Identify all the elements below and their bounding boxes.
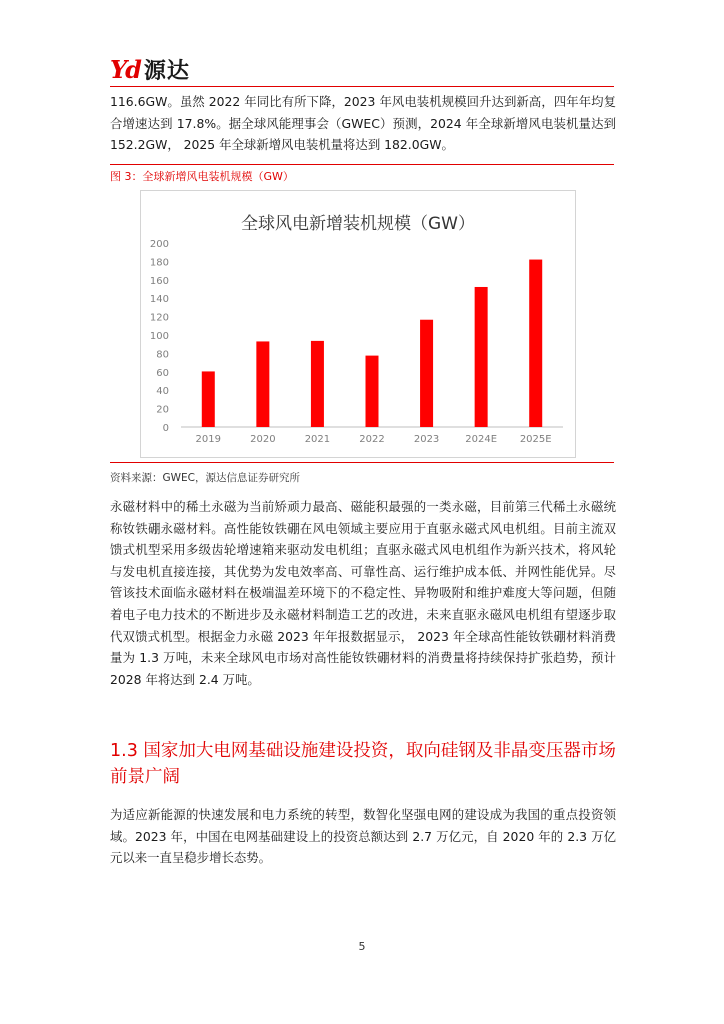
y-tick-label: 120 — [149, 312, 169, 324]
bar-2025E — [529, 260, 542, 427]
x-tick-label: 2019 — [195, 434, 222, 445]
y-tick-label: 60 — [156, 367, 169, 379]
bar-2022 — [366, 356, 379, 427]
logo-text: 源达 — [143, 58, 190, 84]
bar-2019 — [202, 371, 215, 427]
x-tick-label: 2020 — [250, 434, 276, 445]
y-tick-label: 200 — [149, 239, 169, 250]
figure-source: 资料来源：GWEC，源达信息证券研究所 — [110, 472, 300, 484]
body-paragraph: 永磁材料中的稀土永磁为当前矫顽力最高、磁能积最强的一类永磁，目前第三代稀土永磁统称钕铁硼永磁材料。高性能钕铁硼在风电领域主要应用于直驱永磁式风电机组。目前主流双馈式机型采用多级齿轮增速箱来驱动发电机组；直驱永磁式风电机组作为新兴技术，将风轮与发电机直接连接，其优势为发电效率高、可靠性高、运行维护成本低、并网性能优异。尽管该技术面临永磁材料在极端温差环境下的不稳定性、异物吸附和维护难度大等问题，但随着电子电力技术的不断进步及永磁材料制造工艺的改进，未来直驱永磁风电机组有望逐步取代双馈式机型。根据金力永磁 2023 年年报数据显示， 2023 年全球高性能钕铁硼材料消费量为 1.3 万吨，未来全球风电市场对高性能钕铁硼材料的消费量将持续保持扩张趋势，预计 2028 年将达到 2.4 万吨。 — [110, 499, 616, 687]
bar-2024E — [475, 287, 488, 427]
x-tick-label: 2023 — [413, 434, 440, 445]
bar-2020 — [256, 341, 269, 427]
y-tick-label: 80 — [156, 349, 169, 361]
chart-frame — [140, 190, 576, 458]
y-tick-label: 100 — [149, 331, 169, 342]
x-tick-label: 2022 — [359, 434, 385, 445]
section-heading: 1.3 国家加大电网基础设施建设投资，取向硅钢及非晶变压器市场前景广阔 — [110, 741, 616, 787]
bar-2021 — [311, 341, 324, 427]
y-tick-label: 20 — [156, 404, 169, 416]
closing-paragraph: 为适应新能源的快速发展和电力系统的转型，数智化坚强电网的建设成为我国的重点投资领域。2023 年，中国在电网基础建设上的投资总额达到 2.7 万亿元，自 2020 年的 2.3 万亿元以来一直呈稳步增长态势。 — [110, 807, 616, 866]
x-tick-label: 2025E — [519, 434, 552, 445]
bar-2023 — [420, 320, 433, 427]
x-tick-label: 2024E — [465, 434, 498, 445]
y-tick-label: 40 — [156, 386, 169, 398]
x-tick-label: 2021 — [304, 434, 331, 445]
y-tick-label: 140 — [149, 294, 169, 306]
company-logo — [110, 56, 190, 82]
figure-caption: 图 3：全球新增风电装机规模（GW） — [110, 170, 294, 183]
caption-rule — [110, 164, 614, 165]
bar-chart — [141, 191, 575, 457]
y-tick-label: 0 — [162, 423, 169, 434]
page-number: 5 — [358, 940, 366, 953]
logo-mark: Yd — [110, 54, 140, 84]
source-rule — [110, 462, 614, 463]
header-rule — [110, 86, 614, 87]
intro-paragraph: 116.6GW。虽然 2022 年同比有所下降，2023 年风电装机规模回升达到新高，四年年均复合增速达到 17.8%。据全球风能理事会（GWEC）预测，2024 年全球新增风电装机量达到 152.2GW， 2025 年全球新增风电装机量将达到 182.0GW。 — [110, 94, 616, 153]
y-tick-label: 160 — [149, 275, 169, 287]
y-tick-label: 180 — [149, 257, 169, 269]
chart-title: 全球风电新增装机规模（GW） — [241, 214, 475, 234]
